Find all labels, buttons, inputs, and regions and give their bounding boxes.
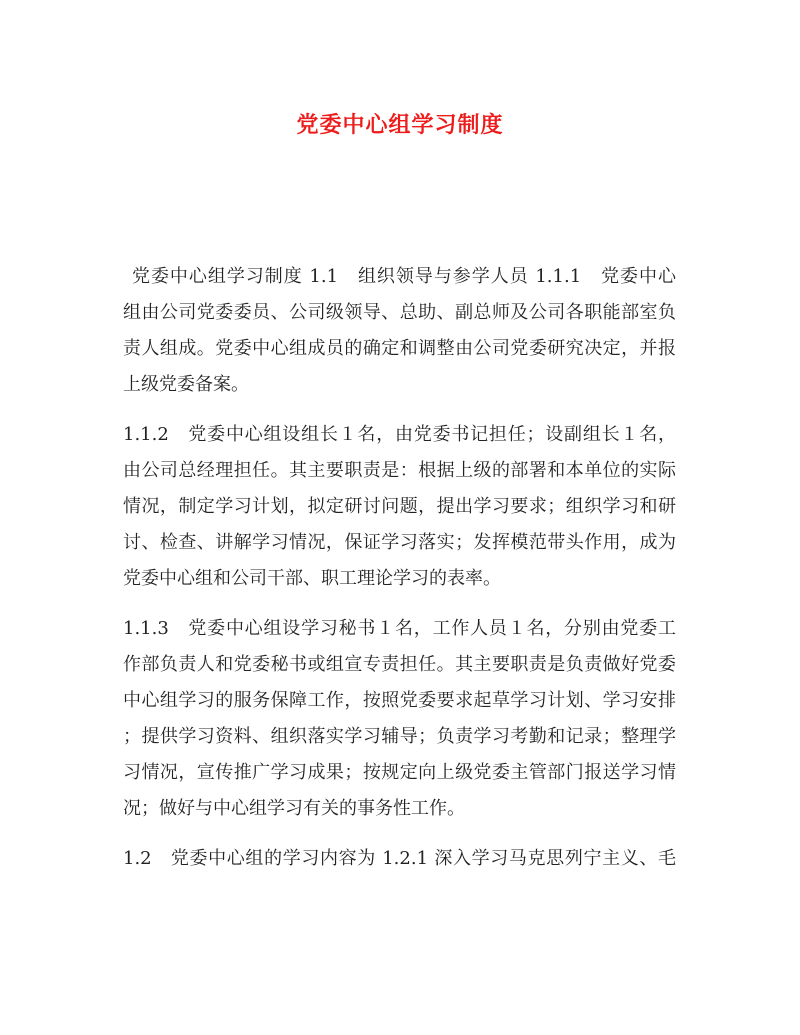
- text-line: 党委中心组学习制度 1.1 组织领导与参学人员 1.1.1 党委中心: [132, 266, 676, 287]
- text-line: 由公司总经理担任。其主要职责是：根据上级的部署和本单位的实际: [123, 460, 676, 481]
- text-line: 情况，制定学习计划，拟定研讨问题，提出学习要求；组织学习和研: [123, 496, 676, 517]
- paragraph: [123, 611, 676, 827]
- text-line: 讨、检查、讲解学习情况，保证学习落实；发挥模范带头作用，成为: [123, 532, 676, 553]
- paragraph: [123, 841, 676, 877]
- document-body: [123, 259, 676, 891]
- text-line: ；提供学习资料、组织落实学习辅导；负责学习考勤和记录；整理学: [123, 726, 676, 747]
- text-line: 责人组成。党委中心组成员的确定和调整由公司党委研究决定，并报: [123, 338, 676, 359]
- text-line: 1.1.3 党委中心组设学习秘书１名，工作人员１名，分别由党委工: [123, 618, 676, 639]
- paragraph: [123, 259, 676, 403]
- text-line: 况；做好与中心组学习有关的事务性工作。: [123, 798, 465, 819]
- text-line: 作部负责人和党委秘书或组宣专责担任。其主要职责是负责做好党委: [123, 654, 676, 675]
- text-line: 党委中心组和公司干部、职工理论学习的表率。: [123, 568, 501, 589]
- text-line: 1.2 党委中心组的学习内容为 1.2.1 深入学习马克思列宁主义、毛: [123, 848, 676, 869]
- paragraph: [123, 417, 676, 597]
- text-line: 上级党委备案。: [123, 374, 249, 395]
- document-title: 党委中心组学习制度: [296, 112, 504, 138]
- text-line: 1.1.2 党委中心组设组长１名，由党委书记担任；设副组长１名，: [123, 424, 676, 445]
- text-line: 组由公司党委委员、公司级领导、总助、副总师及公司各职能部室负: [123, 302, 676, 323]
- text-line: 习情况，宣传推广学习成果；按规定向上级党委主管部门报送学习情: [123, 762, 676, 783]
- text-line: 中心组学习的服务保障工作，按照党委要求起草学习计划、学习安排: [123, 690, 676, 711]
